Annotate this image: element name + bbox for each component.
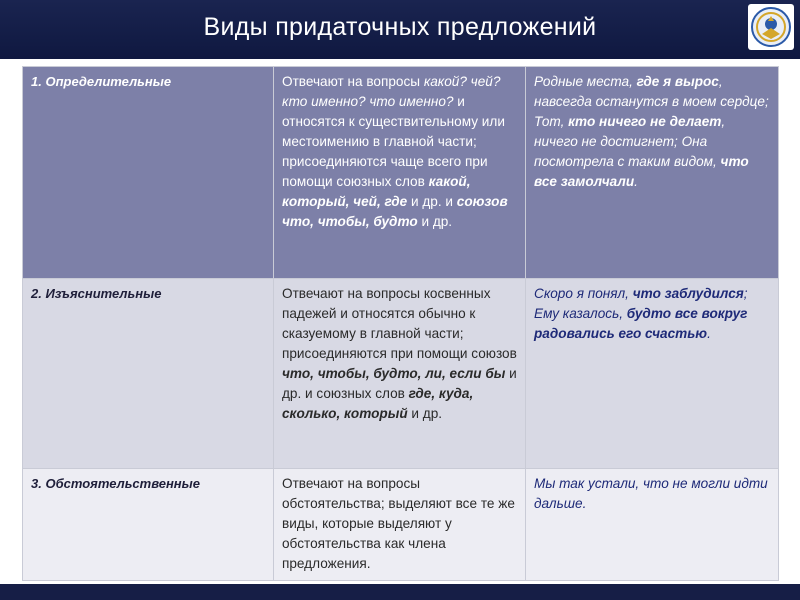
clauses-table [22, 66, 779, 581]
table-row [23, 279, 779, 469]
clause-type-cell: 3. Обстоятельственные [23, 469, 274, 581]
table-row [23, 469, 779, 581]
table-row [23, 67, 779, 279]
clause-example-cell: Родные места, где я вырос, навсегда останутся в моем сердце; Тот, кто ничего не делает, ничего не достигнет; Она посмотрела с таким видом, что все замолчали. [526, 67, 779, 279]
page-title: Виды придаточных предложений [203, 13, 597, 41]
clause-description-cell: Отвечают на вопросы косвенных падежей и относятся обычно к сказуемому в главной части; присоединяются при помощи союзов что, чтобы, будто, ли, если бы и др. и союзных слов где, куда, сколько, который и др. [274, 279, 526, 469]
title-divider [0, 59, 800, 63]
clause-type-cell: 1. Определительные [23, 67, 274, 279]
emblem-icon [748, 4, 794, 50]
clause-example-cell: Скоро я понял, что заблудился; Ему казалось, будто все вокруг радовались его счастью. [526, 279, 779, 469]
footer-bar [0, 584, 800, 600]
clause-description-cell: Отвечают на вопросы какой? чей? кто именно? что именно? и относятся к существительному или местоимению в главной части; присоединяются чаще всего при помощи союзных слов какой, который, чей, где и др. и союзов что, чтобы, будто и др. [274, 67, 526, 279]
clause-description-cell: Отвечают на вопросы обстоятельства; выделяют все те же виды, которые выделяют у обстоятельства как члена предложения. [274, 469, 526, 581]
clause-example-cell: Мы так устали, что не могли идти дальше. [526, 469, 779, 581]
clause-type-cell: 2. Изъяснительные [23, 279, 274, 469]
